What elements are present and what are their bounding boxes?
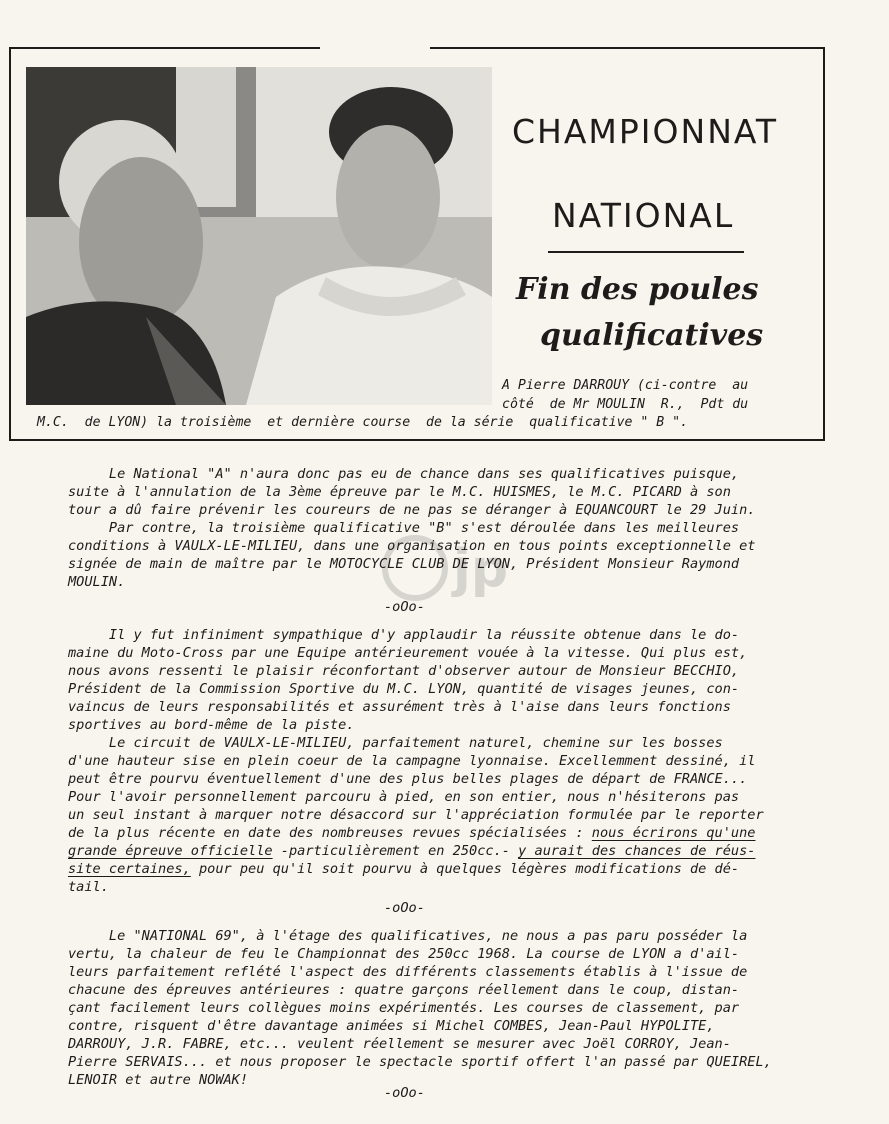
- p3-line-8: Pierre SERVAIS... et nous proposer le spectacle sportif offert l'an passé par QUEIREL,: [68, 1054, 772, 1070]
- p1-line-6: signée de main de maître par le MOTOCYCLE CLUB DE LYON, Président Monsieur Raymond: [68, 556, 740, 572]
- p3-line-2: vertu, la chaleur de feu le Championnat des 250cc 1968. La course de LYON a d'ail-: [68, 946, 740, 962]
- p2-line-5: vaincus de leurs responsabilités et assurément très à l'aise dans leurs fonctions: [68, 699, 731, 715]
- separator-1: -oOo-: [384, 599, 425, 615]
- separator-2: -oOo-: [384, 900, 425, 916]
- p2-line-2: maine du Moto-Cross par une Equipe antérieurement vouée à la vitesse. Qui plus est,: [68, 645, 748, 661]
- photo-caption-line-2: côté de Mr MOULIN R., Pdt du: [502, 397, 749, 412]
- p2-line-7: Le circuit de VAULX-LE-MILIEU, parfaitement naturel, chemine sur les bosses: [68, 735, 723, 751]
- photo-caption-line-1: A Pierre DARROUY (ci-contre au: [502, 378, 749, 393]
- p2-line-6: sportives au bord-même de la piste.: [68, 717, 355, 733]
- header-photo: [26, 67, 492, 405]
- subtitle-line-1: Fin des poules: [516, 272, 759, 307]
- p3-line-7: DARROUY, J.R. FABRE, etc... veulent réellement se mesurer avec Joël CORROY, Jean-: [68, 1036, 731, 1052]
- p2-line-15: tail.: [68, 879, 109, 895]
- p2-underline-3: y aurait des chances de réus-: [518, 843, 756, 859]
- title-rule: [548, 251, 744, 253]
- p2-line-9: peut être pourvu éventuellement d'une des plus belles plages de départ de FRANCE...: [68, 771, 748, 787]
- subtitle-line-2: qualificatives: [540, 318, 764, 353]
- p2-line-14: [68, 860, 739, 878]
- p2-line-12-text: de la plus récente en date des nombreuses revues spécialisées :: [68, 825, 592, 841]
- separator-3: -oOo-: [384, 1085, 425, 1101]
- p1-line-2: suite à l'annulation de la 3ème épreuve par le M.C. HUISMES, le M.C. PICARD à son: [68, 484, 731, 500]
- p3-line-9: LENOIR et autre NOWAK!: [68, 1072, 249, 1088]
- p2-line-1: Il y fut infiniment sympathique d'y applaudir la réussite obtenue dans le do-: [68, 627, 740, 643]
- p1-line-5: conditions à VAULX-LE-MILIEU, dans une organisation en tous points exceptionnelle et: [68, 538, 756, 554]
- p2-line-11: un seul instant à marquer notre désaccord sur l'appréciation formulée par le reporter: [68, 807, 764, 823]
- p2-line-4: Président de la Commission Sportive du M.C. LYON, quantité de visages jeunes, con-: [68, 681, 740, 697]
- p2-line-12: [68, 824, 755, 842]
- p2-line-13-mid: -particulièrement en 250cc.-: [272, 843, 519, 859]
- p2-underline-2: grande épreuve officielle: [68, 843, 273, 859]
- p1-line-7: MOULIN.: [68, 574, 126, 590]
- p1-line-1: Le National "A" n'aura donc pas eu de chance dans ses qualificatives puisque,: [68, 466, 740, 482]
- p3-line-4: chacune des épreuves antérieures : quatre garçons réellement dans le coup, distan-: [68, 982, 740, 998]
- p1-line-3: tour a dû faire prévenir les coureurs de ne pas se déranger à EQUANCOURT le 29 Juin.: [68, 502, 756, 518]
- p2-line-3: nous avons ressenti le plaisir réconfortant d'observer autour de Monsieur BECCHIO,: [68, 663, 740, 679]
- p2-line-10: Pour l'avoir personnellement parcouru à pied, en son entier, nous n'hésiterons pas: [68, 789, 740, 805]
- p2-line-8: d'une hauteur sise en plein coeur de la campagne lyonnaise. Excellemment dessiné, il: [68, 753, 756, 769]
- p2-line-13: [68, 842, 755, 860]
- svg-text:jp: jp: [453, 539, 509, 599]
- frame-gap: [320, 45, 430, 51]
- p3-line-5: çant facilement leurs collègues moins expérimentés. Les courses de classement, par: [68, 1000, 740, 1016]
- p3-line-3: leurs parfaitement reflété l'aspect des différents classements établis à l'issue de: [68, 964, 748, 980]
- photo-caption-line-3: M.C. de LYON) la troisième et dernière course de la série qualificative " B ".: [37, 415, 689, 430]
- p2-underline-1: nous écrirons qu'une: [591, 825, 756, 841]
- photo-drawing: [26, 67, 492, 405]
- title-line-2: NATIONAL: [552, 196, 735, 235]
- p3-line-1: Le "NATIONAL 69", à l'étage des qualificatives, ne nous a pas paru posséder la: [68, 928, 748, 944]
- title-line-1: CHAMPIONNAT: [512, 112, 779, 151]
- p3-line-6: contre, risquent d'être davantage animées si Michel COMBES, Jean-Paul HYPOLITE,: [68, 1018, 715, 1034]
- p1-line-4: Par contre, la troisième qualificative "B" s'est déroulée dans les meilleures: [68, 520, 740, 536]
- p2-underline-4: site certaines,: [68, 861, 191, 877]
- p2-line-14-rest: pour peu qu'il soit pourvu à quelques légères modifications de dé-: [190, 861, 740, 877]
